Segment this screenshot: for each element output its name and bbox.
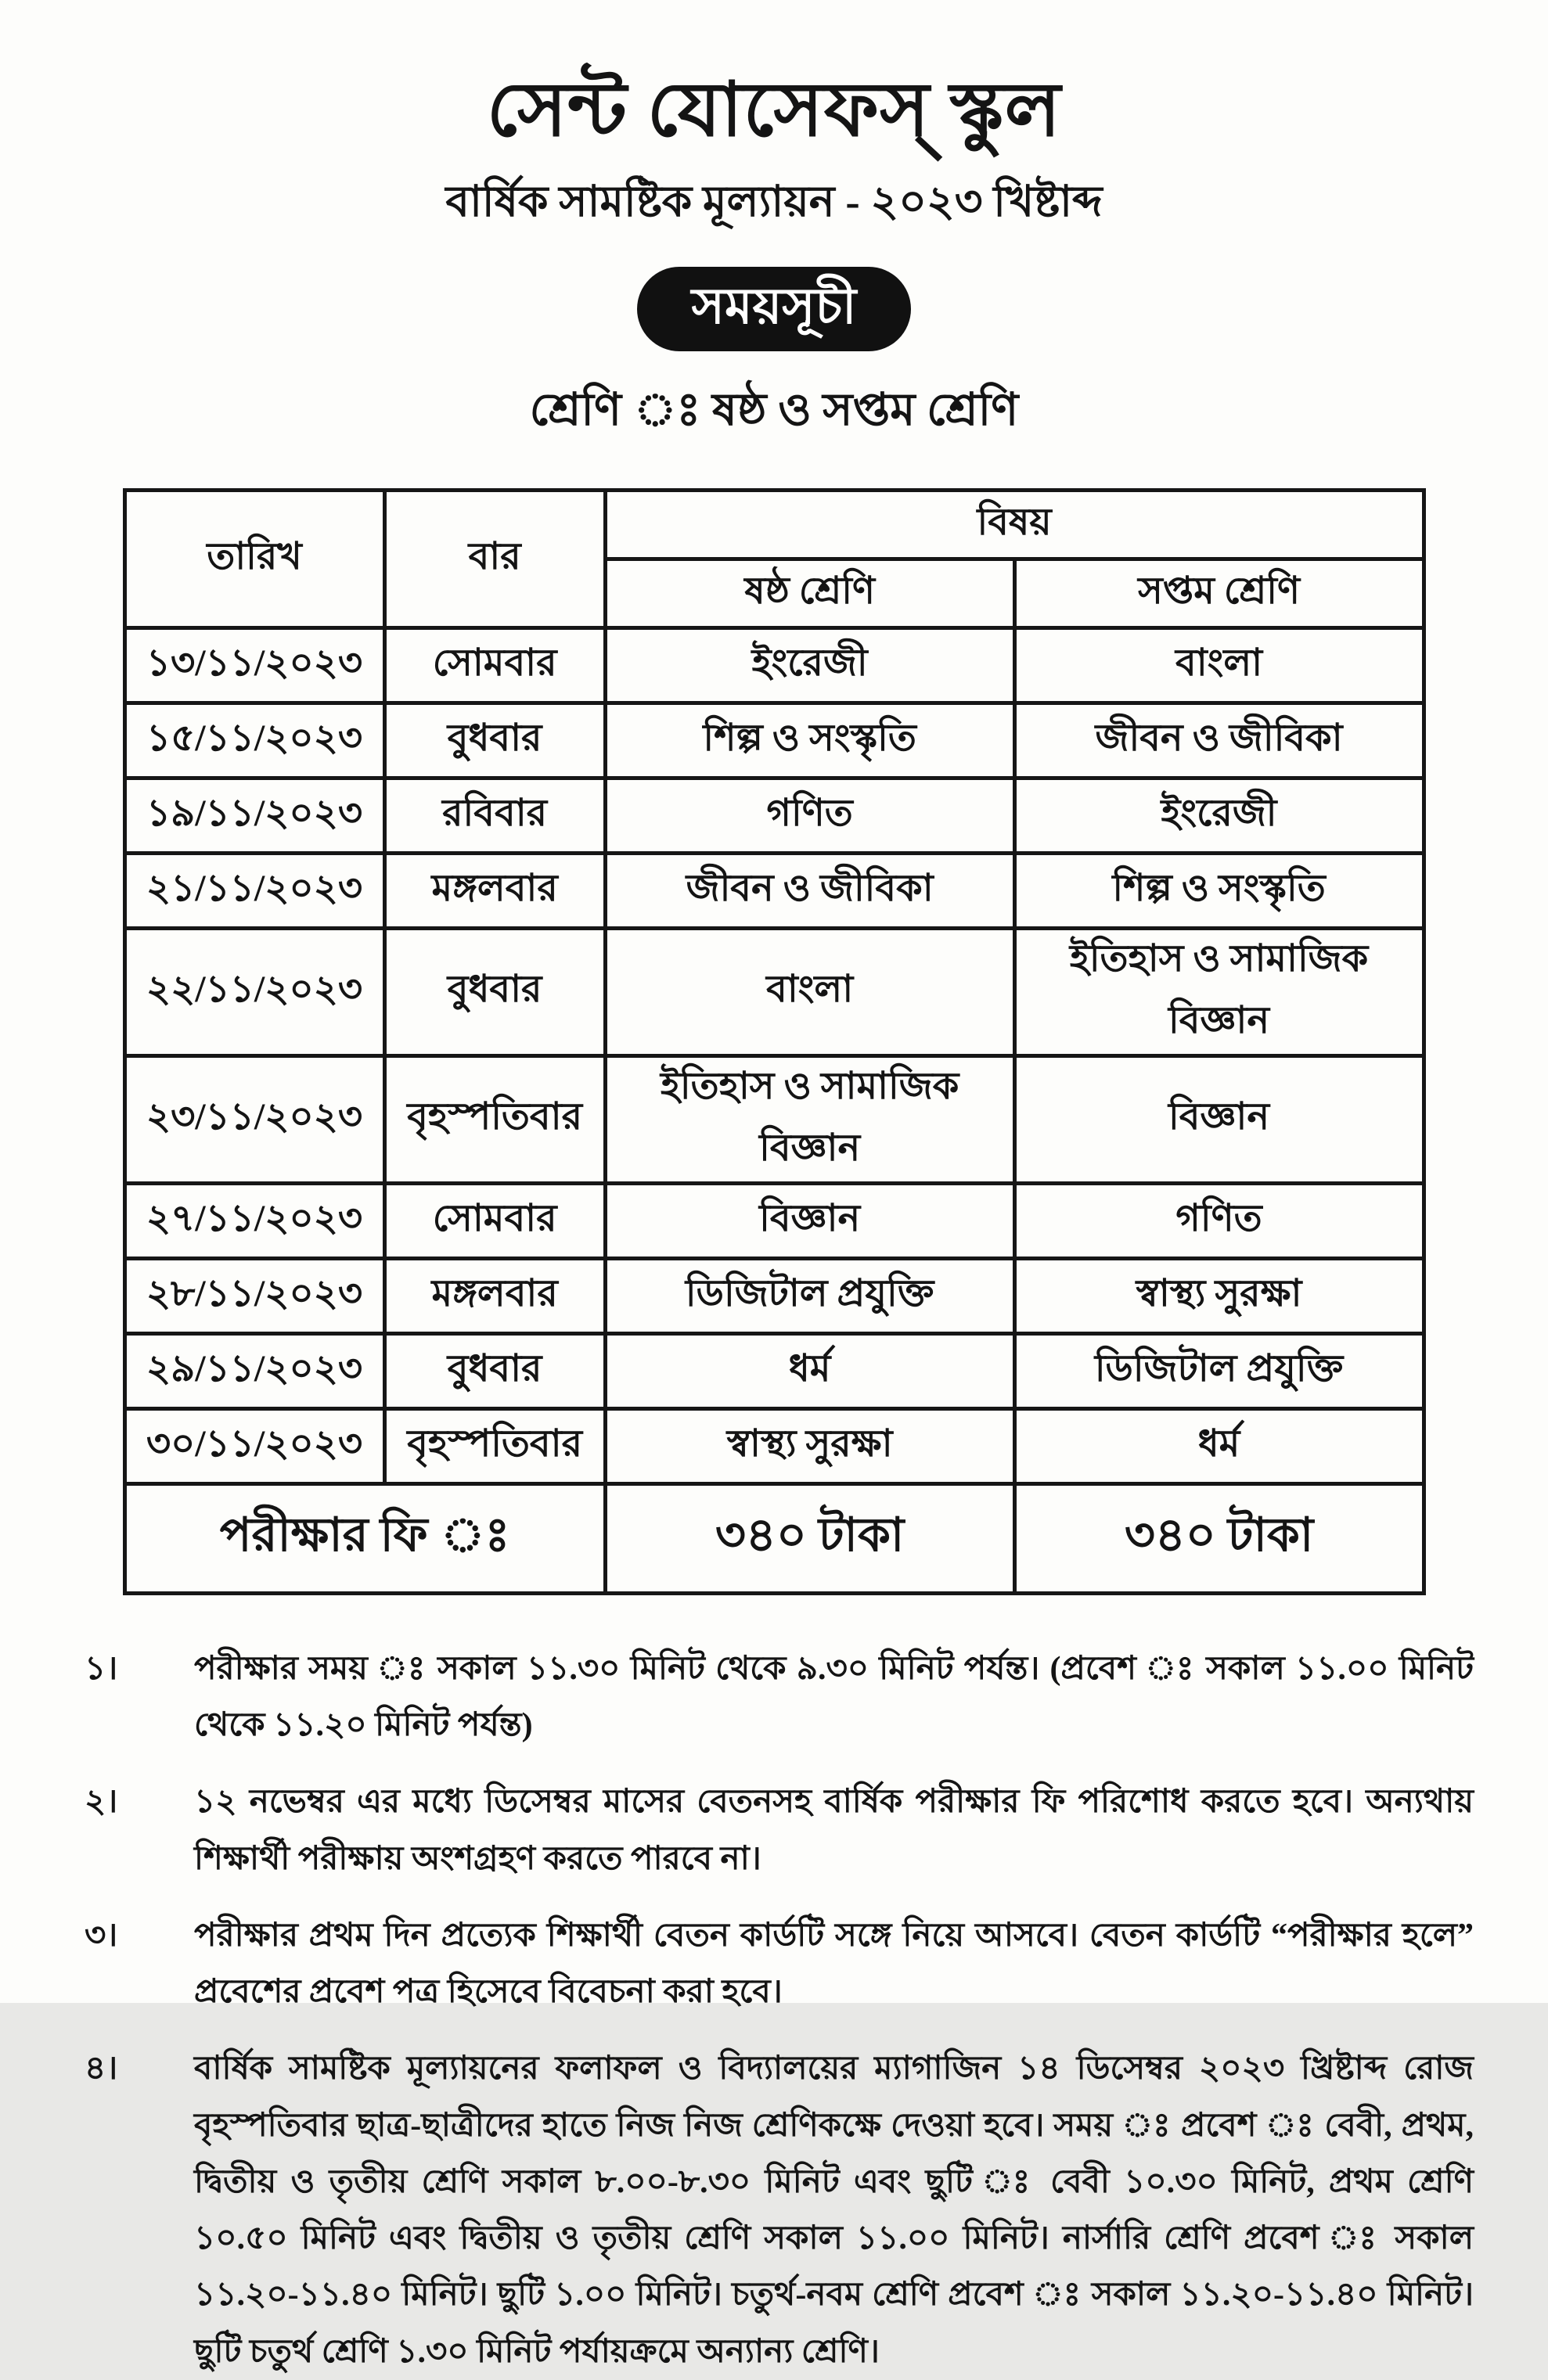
cell-date: ২১/১১/২০২৩ [124, 853, 384, 928]
exam-schedule-table [123, 488, 1426, 1595]
cell-class6-subject: ইংরেজী [605, 627, 1014, 703]
note-item-1 [85, 1641, 1474, 1753]
fee-row [124, 1483, 1424, 1593]
cell-class6-subject: বিজ্ঞান [605, 1183, 1014, 1258]
cell-class7-subject: ডিজিটাল প্রযুক্তি [1014, 1333, 1424, 1408]
note-item-3 [85, 1907, 1474, 2020]
cell-date: ১৯/১১/২০২৩ [124, 778, 384, 853]
note-number: ১। [85, 1650, 118, 1687]
cell-class6-subject: শিল্প ও সংস্কৃতি [605, 703, 1014, 778]
table-row [124, 627, 1424, 703]
table-row [124, 1258, 1424, 1333]
header-class7: সপ্তম শ্রেণি [1014, 559, 1424, 627]
note-item-4 [85, 2040, 1474, 2379]
cell-date: ২৭/১১/২০২৩ [124, 1183, 384, 1258]
cell-class7-subject: বাংলা [1014, 627, 1424, 703]
class-line: শ্রেণি ঃ ষষ্ঠ ও সপ্তম শ্রেণি [529, 383, 1019, 435]
cell-class6-subject: বাংলা [605, 928, 1014, 1055]
note-number: ৩। [85, 1917, 118, 1954]
note-number: ২। [85, 1784, 118, 1821]
table-header-row-top [124, 490, 1424, 559]
fee-class7: ৩৪০ টাকা [1014, 1483, 1424, 1593]
note-text: ১২ নভেম্বর এর মধ্যে ডিসেম্বর মাসের বেতনসহ বার্ষিক পরীক্ষার ফি পরিশোধ করতে হবে। অন্যথায় শিক্ষার্থী পরীক্ষায় অংশগ্রহণ করতে পারবে না। [194, 1784, 1474, 1877]
cell-class7-subject: স্বাস্থ্য সুরক্ষা [1014, 1258, 1424, 1333]
exam-subtitle: বার্ষিক সামষ্টিক মূল্যায়ন - ২০২৩ খিষ্টাব্দ [445, 177, 1103, 225]
cell-date: ২৮/১১/২০২৩ [124, 1258, 384, 1333]
cell-class6-subject: ধর্ম [605, 1333, 1014, 1408]
table-row [124, 1333, 1424, 1408]
cell-date: ৩০/১১/২০২৩ [124, 1408, 384, 1483]
cell-day: বুধবার [384, 703, 605, 778]
table-row [124, 703, 1424, 778]
school-name-title: সেন্ট যোসেফস্ স্কুল [486, 68, 1062, 152]
note-number: ৪। [85, 2051, 118, 2087]
table-row [124, 853, 1424, 928]
cell-day: রবিবার [384, 778, 605, 853]
schedule-badge: সময়সূচী [637, 267, 912, 351]
cell-day: বুধবার [384, 928, 605, 1055]
cell-day: সোমবার [384, 1183, 605, 1258]
header-subject: বিষয় [605, 490, 1424, 559]
cell-class6-subject: জীবন ও জীবিকা [605, 853, 1014, 928]
cell-date: ১৩/১১/২০২৩ [124, 627, 384, 703]
cell-day: বুধবার [384, 1333, 605, 1408]
cell-class6-subject: গণিত [605, 778, 1014, 853]
table-row [124, 928, 1424, 1055]
header-date: তারিখ [124, 490, 384, 627]
notes-section [0, 1641, 1548, 2380]
table-row [124, 1408, 1424, 1483]
cell-class7-subject: ধর্ম [1014, 1408, 1424, 1483]
cell-day: মঙ্গলবার [384, 1258, 605, 1333]
cell-date: ২৩/১১/২০২৩ [124, 1055, 384, 1183]
cell-day: বৃহস্পতিবার [384, 1408, 605, 1483]
cell-class7-subject: শিল্প ও সংস্কৃতি [1014, 853, 1424, 928]
cell-class6-subject: স্বাস্থ্য সুরক্ষা [605, 1408, 1014, 1483]
cell-class7-subject: জীবন ও জীবিকা [1014, 703, 1424, 778]
cell-date: ২৯/১১/২০২৩ [124, 1333, 384, 1408]
cell-day: বৃহস্পতিবার [384, 1055, 605, 1183]
cell-day: সোমবার [384, 627, 605, 703]
fee-label: পরীক্ষার ফি ঃ [124, 1483, 605, 1593]
fee-class6: ৩৪০ টাকা [605, 1483, 1014, 1593]
cell-date: ১৫/১১/২০২৩ [124, 703, 384, 778]
cell-class6-subject: ইতিহাস ও সামাজিক বিজ্ঞান [605, 1055, 1014, 1183]
note-text: পরীক্ষার সময় ঃ সকাল ১১.৩০ মিনিট থেকে ৯.৩০ মিনিট পর্যন্ত। (প্রবেশ ঃ সকাল ১১.০০ মিনিট থেকে ১১.২০ মিনিট পর্যন্ত) [194, 1650, 1474, 1744]
cell-date: ২২/১১/২০২৩ [124, 928, 384, 1055]
cell-class7-subject: ইংরেজী [1014, 778, 1424, 853]
note-text: বার্ষিক সামষ্টিক মূল্যায়নের ফলাফল ও বিদ্যালয়ের ম্যাগাজিন ১৪ ডিসেম্বর ২০২৩ খ্রিষ্টাব্দ রোজ বৃহস্পতিবার ছাত্র-ছাত্রীদের হাতে নিজ নিজ শ্রেণিকক্ষে দেওয়া হবে। সময় ঃ প্রবেশ ঃ বেবী, প্রথম, দ্বিতীয় ও তৃতীয় শ্রেণি সকাল ৮.০০-৮.৩০ মিনিট এবং ছুটি ঃ বেবী ১০.৩০ মিনিট, প্রথম শ্রেণি ১০.৫০ মিনিট এবং দ্বিতীয় ও তৃতীয় শ্রেণি সকাল ১১.০০ মিনিট। নার্সারি শ্রেণি প্রবেশ ঃ সকাল ১১.২০-১১.৪০ মিনিট। ছুটি ১.০০ মিনিট। চতুর্থ-নবম শ্রেণি প্রবেশ ঃ সকাল ১১.২০-১১.৪০ মিনিট। ছুটি চতুর্থ শ্রেণি ১.৩০ মিনিট পর্যায়ক্রমে অন্যান্য শ্রেণি। [194, 2051, 1474, 2370]
note-item-2 [85, 1774, 1474, 1886]
schedule-badge-wrap [0, 267, 1548, 351]
cell-class7-subject: গণিত [1014, 1183, 1424, 1258]
table-row [124, 1183, 1424, 1258]
table-row [124, 1055, 1424, 1183]
note-text: পরীক্ষার প্রথম দিন প্রত্যেক শিক্ষার্থী বেতন কার্ডটি সঙ্গে নিয়ে আসবে। বেতন কার্ডটি “পরীক্ষার হলে” প্রবেশের প্রবেশ পত্র হিসেবে বিবেচনা করা হবে। [194, 1917, 1474, 2011]
table-row [124, 778, 1424, 853]
cell-class7-subject: বিজ্ঞান [1014, 1055, 1424, 1183]
cell-class6-subject: ডিজিটাল প্রযুক্তি [605, 1258, 1014, 1333]
cell-class7-subject: ইতিহাস ও সামাজিক বিজ্ঞান [1014, 928, 1424, 1055]
header-class6: ষষ্ঠ শ্রেণি [605, 559, 1014, 627]
cell-day: মঙ্গলবার [384, 853, 605, 928]
header-day: বার [384, 490, 605, 627]
